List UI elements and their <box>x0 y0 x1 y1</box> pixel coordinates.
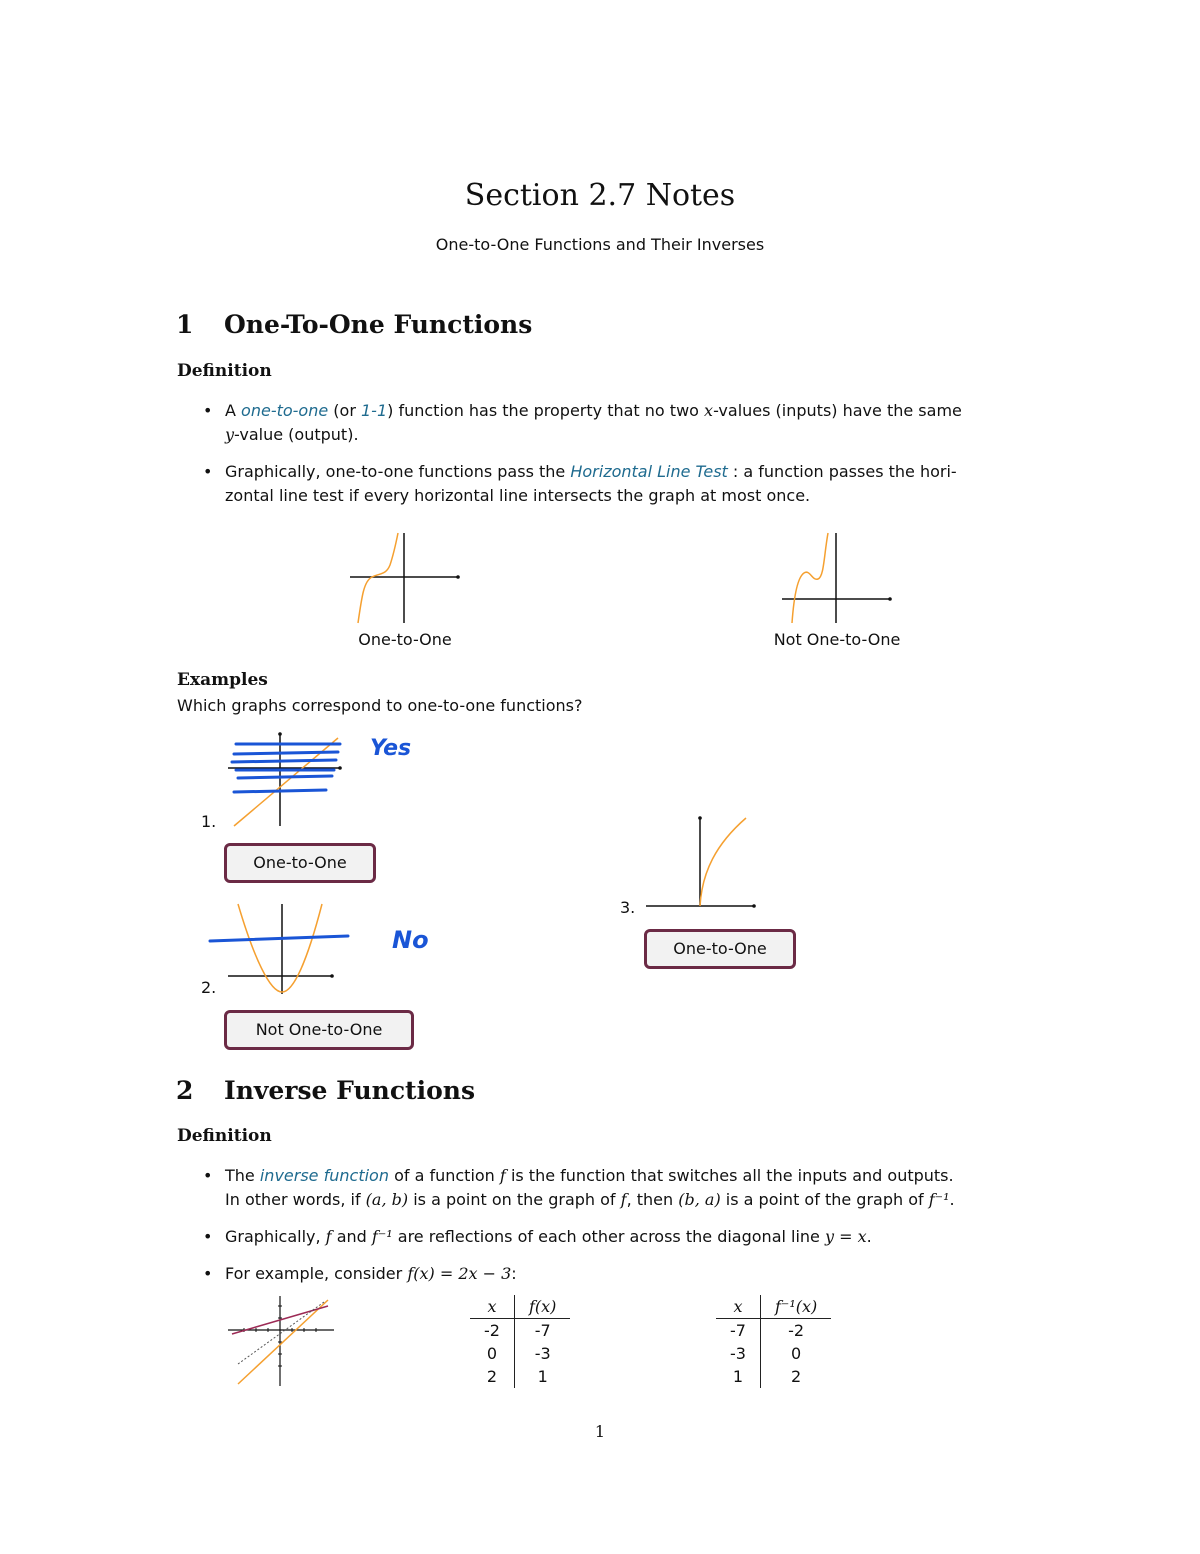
figure-caption-not-one-to-one: Not One-to-One <box>773 630 901 649</box>
section-1-heading <box>176 310 532 339</box>
section-number: 1 <box>176 310 194 339</box>
page-number: 1 <box>594 1422 606 1441</box>
bullet-icon: • <box>203 1227 213 1246</box>
graph-not-one-to-one-example <box>772 525 902 630</box>
table-row: -2 -7 <box>470 1319 570 1343</box>
bullet-icon: • <box>203 401 213 420</box>
definition-bullet-reflection: • Graphically, f and f⁻¹ are reflections of each other across the diagonal line y = x. <box>225 1225 1045 1249</box>
page-title: Section 2.7 Notes <box>464 178 736 213</box>
inverse-function-graph <box>224 1292 340 1388</box>
term-inverse-function: inverse function <box>259 1166 389 1185</box>
figure-caption-one-to-one: One-to-One <box>358 630 452 649</box>
table-f <box>470 1295 570 1388</box>
section-title: Inverse Functions <box>224 1076 476 1105</box>
section-2-heading <box>176 1076 475 1105</box>
example-2-answer-box: Not One-to-One <box>224 1010 414 1050</box>
handwritten-yes: Yes <box>370 736 412 761</box>
definition-bullet-horizontal-line-test: • Graphically, one-to-one functions pass the Horizontal Line Test : a function passes the hori- zontal line test if every horizontal line intersects the graph at most once. <box>203 462 957 505</box>
example-1-answer-box: One-to-One <box>224 843 376 883</box>
table-row: 0 -3 <box>470 1342 570 1365</box>
examples-label: Examples <box>177 670 268 690</box>
table-f-inverse <box>716 1295 831 1388</box>
table-header-row: x f(x) <box>470 1295 570 1319</box>
handwritten-no: No <box>392 926 429 954</box>
example-2-number: 2. <box>201 978 217 997</box>
section-title: One-To-One Functions <box>224 310 533 339</box>
page-subtitle: One-to-One Functions and Their Inverses <box>435 235 765 254</box>
definition-label: Definition <box>177 1126 272 1146</box>
examples-prompt: Which graphs correspond to one-to-one functions? <box>177 696 583 715</box>
table-row: -3 0 <box>716 1342 831 1365</box>
table-row: 2 1 <box>470 1365 570 1388</box>
definition-bullet-example: • For example, consider f(x) = 2x − 3: <box>225 1262 1045 1286</box>
bullet-icon: • <box>203 1264 213 1283</box>
definition-bullet-one-to-one: • A one-to-one (or 1-1) function has the property that no two x-values (inputs) have the same y-value (output). <box>203 401 962 444</box>
term-one-to-one: one-to-one <box>241 401 329 420</box>
example-3-number: 3. <box>620 898 636 917</box>
table-row: 1 2 <box>716 1365 831 1388</box>
example-3-graph <box>644 812 764 914</box>
example-2-graph <box>204 898 354 998</box>
definition-bullet-inverse-function: • The inverse function of a function f is the function that switches all the inputs and outputs. In other words, if (a, b) is a point on the graph of f, then (b, a) is a point of the graph of f⁻¹. <box>203 1166 955 1209</box>
table-header-row: x f⁻¹(x) <box>716 1295 831 1319</box>
definition-label: Definition <box>177 361 272 381</box>
section-number: 2 <box>176 1076 194 1105</box>
term-horizontal-line-test: Horizontal Line Test <box>570 462 728 481</box>
bullet-icon: • <box>203 1166 213 1185</box>
example-1-number: 1. <box>201 812 217 831</box>
table-row: -7 -2 <box>716 1319 831 1343</box>
term-1-1: 1-1 <box>361 401 388 420</box>
handwritten-horizontal-line <box>210 936 348 941</box>
graph-one-to-one-example <box>340 525 470 630</box>
example-3-answer-box: One-to-One <box>644 929 796 969</box>
example-1-graph <box>222 730 352 830</box>
bullet-icon: • <box>203 462 213 481</box>
